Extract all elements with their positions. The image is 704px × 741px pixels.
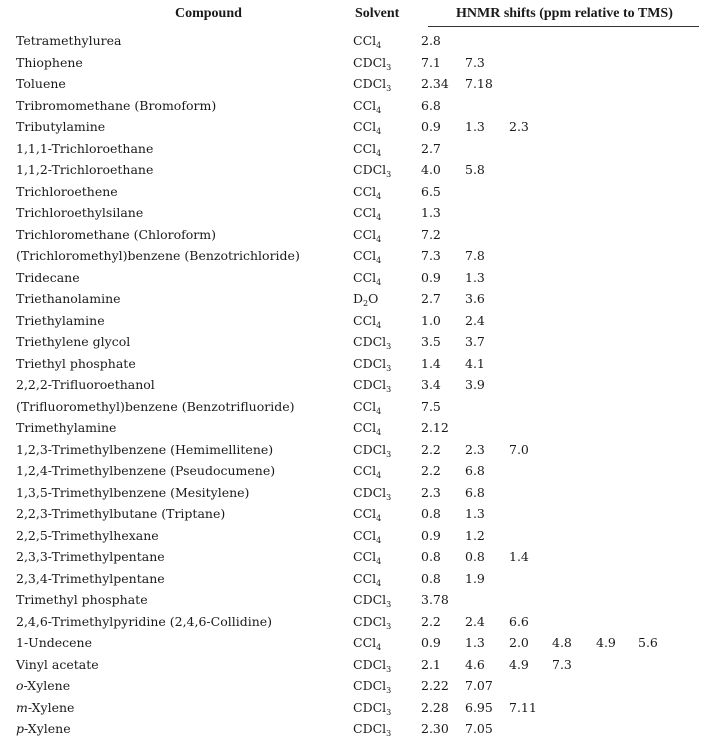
shift-value: 2.3	[421, 484, 441, 500]
table-row	[0, 654, 704, 676]
shift-value: 4.0	[421, 162, 441, 177]
solvent-subscript: 3	[386, 363, 392, 373]
solvent-cell	[353, 611, 391, 633]
shift-value: 0.9	[421, 119, 441, 134]
compound-name: Trimethylamine	[16, 420, 117, 435]
table-row	[0, 73, 704, 95]
table-row	[0, 568, 704, 590]
solvent-cell	[353, 654, 391, 676]
shift-value: 7.5	[421, 398, 441, 414]
solvent-cell	[353, 589, 391, 611]
solvent-cell	[353, 159, 391, 181]
shift-value: 2.1	[421, 656, 441, 672]
compound-name: Triethyl phosphate	[16, 355, 136, 371]
table-row	[0, 30, 704, 52]
shift-value: 7.07	[465, 678, 493, 693]
table-row	[0, 632, 704, 654]
shift-value: 7.18	[465, 76, 493, 91]
solvent-base: CDCl	[353, 656, 387, 672]
table-row	[0, 138, 704, 160]
compound-name: Trimethyl phosphate	[16, 592, 148, 607]
table-row	[0, 310, 704, 332]
solvent-cell	[353, 30, 381, 52]
shift-value: 0.9	[421, 635, 441, 650]
solvent-subscript: 3	[386, 84, 392, 93]
solvent-cell	[353, 439, 391, 461]
table-row	[0, 460, 704, 482]
shift-value: 0.8	[421, 549, 441, 564]
solvent-subscript: 3	[386, 342, 392, 351]
shift-value: 6.8	[465, 484, 485, 500]
solvent-subscript: 3	[386, 600, 392, 609]
table-row	[0, 503, 704, 525]
shift-value: 3.78	[421, 592, 449, 607]
table-row	[0, 611, 704, 633]
compound-name: 1-Undecene	[16, 635, 93, 650]
solvent-base: CCl	[353, 205, 377, 220]
solvent-subscript: 4	[376, 514, 382, 523]
shift-value: 4.9	[509, 656, 529, 672]
solvent-base: CCl	[353, 506, 377, 521]
shift-value: 2.34	[421, 76, 449, 91]
solvent-base: CCl	[353, 635, 377, 650]
solvent-base: CDCl	[353, 162, 387, 177]
table-row	[0, 546, 704, 568]
shift-value: 7.3	[465, 54, 485, 70]
table-row	[0, 159, 704, 181]
shift-value: 7.3	[421, 248, 441, 263]
shift-value: 0.9	[421, 527, 441, 543]
table-row	[0, 224, 704, 246]
solvent-cell	[353, 73, 391, 95]
solvent-base: CCl	[353, 420, 377, 435]
compound-name: 1,2,4-Trimethylbenzene (Pseudocumene)	[16, 463, 276, 478]
solvent-base: CCl	[353, 248, 377, 263]
solvent-base: CDCl	[353, 441, 387, 457]
solvent-subscript: 4	[376, 578, 382, 588]
shift-value: 1.4	[509, 549, 529, 564]
compound-name: Tetramethylurea	[16, 33, 122, 48]
compound-name: Trichloromethane (Chloroform)	[16, 226, 216, 242]
table-row	[0, 245, 704, 267]
shift-value: 2.28	[421, 699, 449, 715]
shift-value: 7.2	[421, 226, 441, 242]
solvent-base: CCl	[353, 140, 377, 156]
solvent-base: D	[353, 291, 364, 306]
compound-name: (Trifluoromethyl)benzene (Benzotrifluoride)	[16, 398, 295, 414]
table-row	[0, 202, 704, 224]
solvent-subscript: 4	[376, 256, 382, 265]
table-row	[0, 697, 704, 719]
solvent-cell	[353, 52, 391, 74]
solvent-subscript: 4	[376, 557, 382, 566]
solvent-cell	[353, 267, 381, 289]
table-row	[0, 675, 704, 697]
solvent-subscript: 3	[386, 707, 392, 717]
solvent-cell	[353, 310, 381, 332]
compound-name: 1,1,2-Trichloroethane	[16, 162, 154, 177]
compound-name: Tribromomethane (Bromoform)	[16, 97, 217, 113]
solvent-base: CCl	[353, 570, 377, 586]
solvent-cell	[353, 374, 391, 396]
shift-value: 2.2	[421, 463, 441, 478]
shift-value: 4.9	[596, 635, 616, 650]
solvent-base: CDCl	[353, 334, 387, 349]
solvent-cell	[353, 138, 381, 160]
solvent-base: CCl	[353, 398, 377, 414]
solvent-base: CDCl	[353, 377, 387, 392]
compound-name-rest: -Xylene	[24, 721, 71, 736]
solvent-subscript: 4	[376, 105, 382, 115]
solvent-base: CDCl	[353, 699, 387, 715]
shift-value: 1.3	[465, 506, 485, 521]
shift-value: 3.5	[421, 334, 441, 349]
solvent-base: CDCl	[353, 613, 387, 629]
solvent-cell	[353, 288, 378, 310]
shift-value: 2.4	[465, 613, 485, 629]
shift-value: 4.1	[465, 355, 485, 371]
shift-value: 2.4	[465, 312, 485, 328]
solvent-cell	[353, 525, 381, 547]
solvent-cell	[353, 116, 381, 138]
solvent-cell	[353, 353, 391, 375]
shift-value: 5.8	[465, 162, 485, 177]
solvent-cell	[353, 675, 391, 697]
shift-value: 1.2	[465, 527, 485, 543]
compound-name: 2,3,4-Trimethylpentane	[16, 570, 165, 586]
solvent-base: CCl	[353, 119, 377, 134]
solvent-subscript: 4	[376, 535, 382, 545]
shift-value: 2.3	[465, 441, 485, 457]
compound-name: Vinyl acetate	[16, 656, 99, 672]
solvent-cell	[353, 202, 381, 224]
compound-name: 2,4,6-Trimethylpyridine (2,4,6-Collidine)	[16, 613, 273, 629]
solvent-subscript: 2	[363, 299, 369, 308]
compound-name: Toluene	[16, 76, 66, 91]
solvent-cell	[353, 181, 381, 203]
shift-value: 2.7	[421, 140, 441, 156]
table-row	[0, 95, 704, 117]
solvent-cell	[353, 503, 381, 525]
shift-value: 3.4	[421, 377, 441, 392]
shift-value: 7.0	[509, 441, 529, 457]
compound-name-prefix: o	[16, 678, 24, 693]
solvent-subscript: 4	[376, 127, 382, 136]
shift-value: 0.8	[465, 549, 485, 564]
solvent-base: CCl	[353, 269, 377, 285]
compound-name-prefix: m	[16, 699, 28, 715]
solvent-suffix: O	[368, 291, 379, 306]
compound-name: 2,3,3-Trimethylpentane	[16, 549, 165, 564]
shift-value: 6.8	[465, 463, 485, 478]
compound-name: Tributylamine	[16, 119, 106, 134]
shift-value: 0.8	[421, 506, 441, 521]
shift-value: 2.7	[421, 291, 441, 306]
compound-name	[16, 718, 71, 740]
table-row	[0, 288, 704, 310]
shifts-column-header: HNMR shifts (ppm relative to TMS)	[456, 6, 673, 21]
shift-value: 7.1	[421, 54, 441, 70]
table-row	[0, 396, 704, 418]
solvent-subscript: 3	[386, 621, 392, 631]
solvent-cell	[353, 460, 381, 482]
solvent-base: CDCl	[353, 355, 387, 371]
solvent-cell	[353, 417, 381, 439]
shift-value: 2.0	[509, 635, 529, 650]
compound-name: 2,2,2-Trifluoroethanol	[16, 377, 155, 392]
compound-name: 1,3,5-Trimethylbenzene (Mesitylene)	[16, 484, 250, 500]
solvent-cell	[353, 632, 381, 654]
shift-value: 1.3	[465, 635, 485, 650]
solvent-subscript: 4	[376, 41, 382, 50]
compound-name: Tridecane	[16, 269, 80, 285]
solvent-subscript: 3	[386, 729, 392, 738]
shift-value: 7.8	[465, 248, 485, 263]
table-row	[0, 482, 704, 504]
compound-name: Trichloroethene	[16, 183, 118, 199]
shift-value: 6.6	[509, 613, 529, 629]
solvent-subscript: 3	[386, 62, 392, 72]
table-row	[0, 52, 704, 74]
solvent-base: CCl	[353, 183, 377, 199]
shift-value: 6.5	[421, 183, 441, 199]
shift-value: 1.0	[421, 312, 441, 328]
compound-name: Triethanolamine	[16, 291, 121, 306]
table-row	[0, 331, 704, 353]
solvent-base: CCl	[353, 33, 377, 48]
compound-name-prefix: p	[16, 721, 25, 736]
shift-value: 6.95	[465, 699, 493, 715]
solvent-cell	[353, 95, 381, 117]
table-row	[0, 718, 704, 740]
shift-value: 3.6	[465, 291, 485, 306]
solvent-base: CDCl	[353, 721, 387, 736]
compound-name: Triethylene glycol	[16, 334, 131, 349]
solvent-subscript: 3	[386, 170, 392, 179]
solvent-cell	[353, 331, 391, 353]
compound-column-header: Compound	[175, 6, 242, 21]
shift-value: 4.6	[465, 656, 485, 672]
solvent-cell	[353, 568, 381, 590]
solvent-subscript: 4	[376, 643, 382, 652]
compound-name: 2,2,5-Trimethylhexane	[16, 527, 159, 543]
shift-value: 7.05	[465, 721, 493, 736]
shift-value: 1.3	[465, 269, 485, 285]
solvent-subscript: 3	[386, 686, 392, 695]
solvent-cell	[353, 245, 381, 267]
table-row	[0, 417, 704, 439]
solvent-subscript: 3	[386, 492, 392, 502]
data-table	[0, 30, 704, 740]
solvent-base: CDCl	[353, 76, 387, 91]
table-row	[0, 525, 704, 547]
shift-value: 2.3	[509, 119, 529, 134]
table-row	[0, 353, 704, 375]
solvent-subscript: 3	[386, 664, 392, 674]
compound-name-rest: -Xylene	[23, 678, 71, 693]
table-row	[0, 181, 704, 203]
compound-name: 1,1,1-Trichloroethane	[16, 140, 154, 156]
shift-value: 7.3	[552, 656, 572, 672]
solvent-base: CDCl	[353, 484, 387, 500]
shift-value: 5.6	[638, 635, 658, 650]
solvent-subscript: 3	[386, 385, 392, 394]
solvent-cell	[353, 396, 381, 418]
solvent-cell	[353, 482, 391, 504]
solvent-base: CCl	[353, 463, 377, 478]
table-row	[0, 267, 704, 289]
solvent-subscript: 4	[376, 320, 382, 330]
solvent-subscript: 4	[376, 471, 382, 480]
solvent-base: CCl	[353, 549, 377, 564]
table-row	[0, 439, 704, 461]
solvent-subscript: 4	[376, 191, 382, 201]
solvent-subscript: 4	[376, 277, 382, 287]
shift-value: 1.9	[465, 570, 485, 586]
solvent-base: CCl	[353, 226, 377, 242]
shift-value: 3.9	[465, 377, 485, 392]
table-row	[0, 116, 704, 138]
shift-value: 6.8	[421, 97, 441, 113]
header-rule	[428, 26, 699, 27]
shift-value: 2.2	[421, 613, 441, 629]
compound-name: Trichloroethylsilane	[16, 205, 144, 220]
shift-value: 1.3	[465, 119, 485, 134]
solvent-column-header: Solvent	[355, 6, 400, 21]
compound-name: 1,2,3-Trimethylbenzene (Hemimellitene)	[16, 441, 274, 457]
solvent-cell	[353, 697, 391, 719]
shift-value: 1.4	[421, 355, 441, 371]
solvent-subscript: 4	[376, 428, 382, 437]
solvent-cell	[353, 224, 381, 246]
solvent-cell	[353, 546, 381, 568]
shift-value: 0.9	[421, 269, 441, 285]
shift-value: 2.8	[421, 33, 441, 48]
compound-name: 2,2,3-Trimethylbutane (Triptane)	[16, 506, 226, 521]
solvent-subscript: 4	[376, 234, 382, 244]
shift-value: 2.22	[421, 678, 449, 693]
solvent-base: CCl	[353, 97, 377, 113]
solvent-base: CDCl	[353, 54, 387, 70]
compound-name: (Trichloromethyl)benzene (Benzotrichloride)	[16, 248, 300, 263]
compound-name: Thiophene	[16, 54, 83, 70]
solvent-subscript: 3	[386, 449, 392, 459]
shift-value: 2.2	[421, 441, 441, 457]
solvent-base: CCl	[353, 527, 377, 543]
shift-value: 0.8	[421, 570, 441, 586]
shift-value: 3.7	[465, 334, 485, 349]
shift-value: 2.30	[421, 721, 449, 736]
solvent-cell	[353, 718, 391, 740]
compound-name-rest: -Xylene	[27, 699, 75, 715]
solvent-subscript: 4	[376, 213, 382, 222]
solvent-subscript: 4	[376, 148, 382, 158]
compound-name	[16, 697, 74, 719]
solvent-base: CDCl	[353, 678, 387, 693]
table-row	[0, 374, 704, 396]
compound-name: Triethylamine	[16, 312, 105, 328]
shift-value: 7.11	[509, 699, 537, 715]
solvent-base: CCl	[353, 312, 377, 328]
solvent-base: CDCl	[353, 592, 387, 607]
solvent-subscript: 4	[376, 406, 382, 416]
shift-value: 2.12	[421, 420, 449, 435]
compound-name	[16, 675, 70, 697]
shift-value: 1.3	[421, 205, 441, 220]
table-row	[0, 589, 704, 611]
shift-value: 4.8	[552, 635, 572, 650]
